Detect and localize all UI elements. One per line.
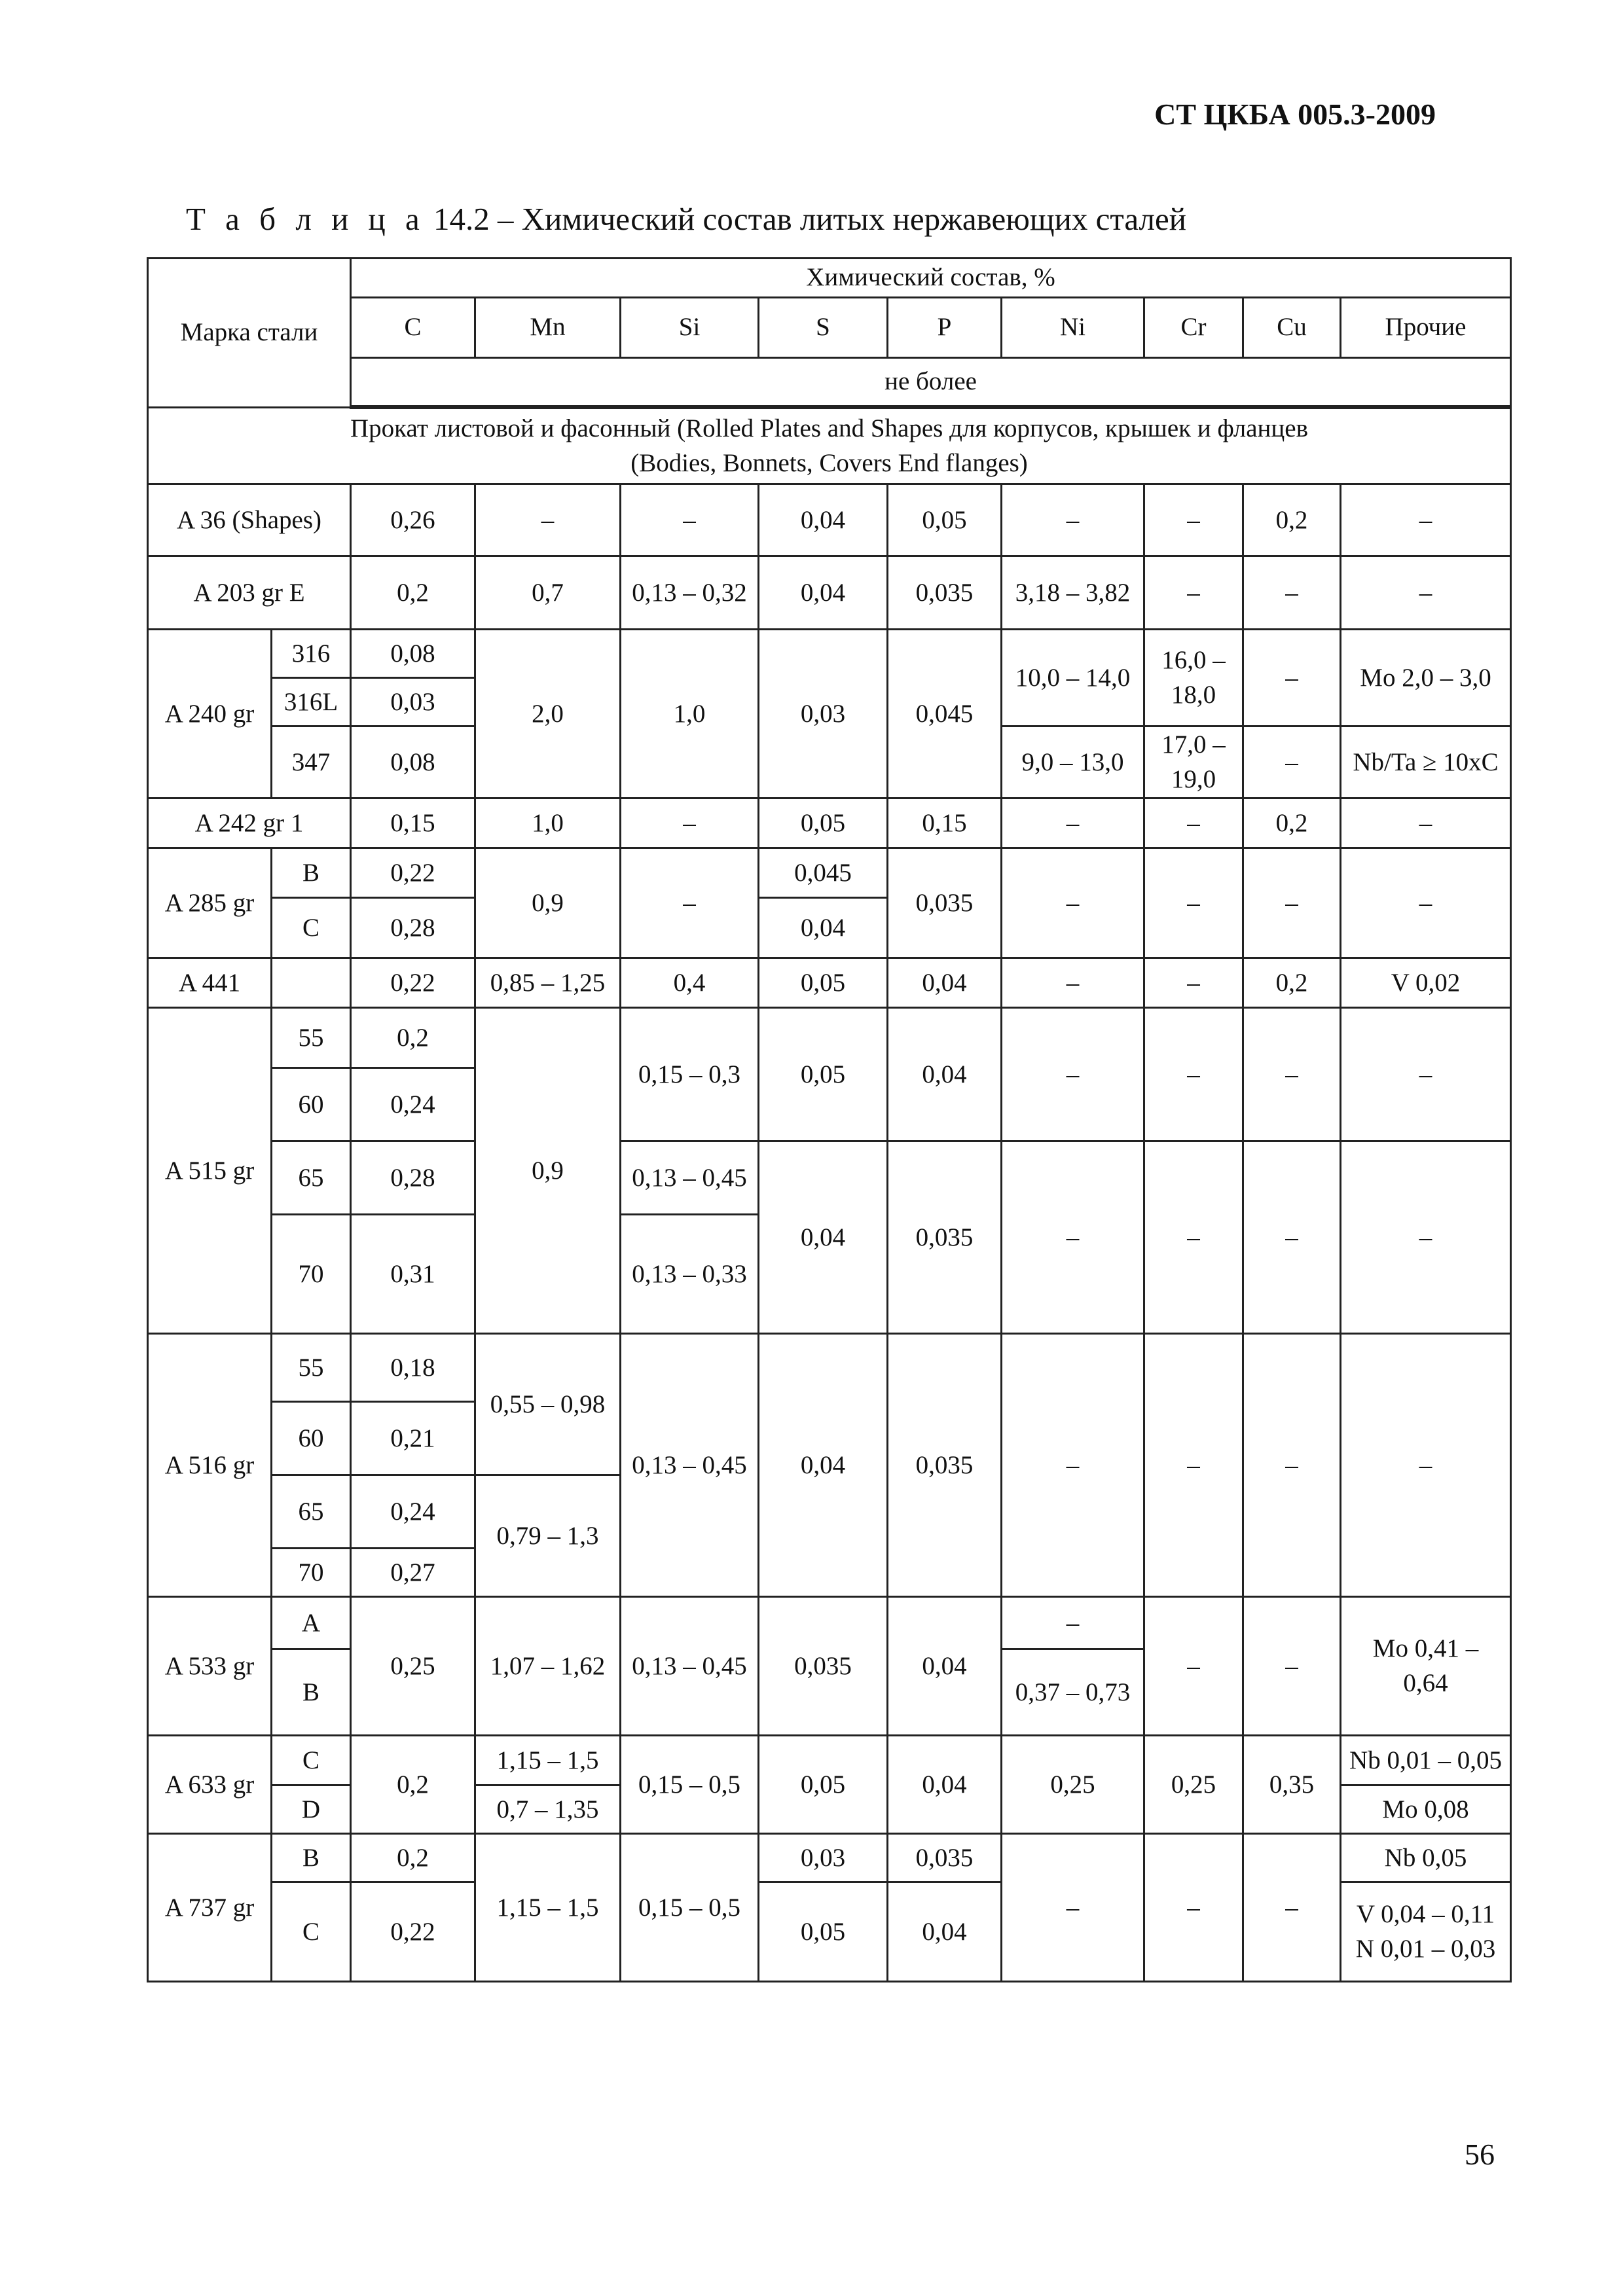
p-cell: 0,035 xyxy=(888,556,1002,630)
cr-cell: – xyxy=(1144,484,1243,556)
ni-cell: – xyxy=(1002,958,1144,1008)
s-cell: 0,045 xyxy=(759,848,888,898)
cu-cell: – xyxy=(1243,1597,1341,1736)
ni-cell: 10,0 – 14,0 xyxy=(1002,630,1144,726)
cu-cell: 0,2 xyxy=(1243,798,1341,848)
mn-cell: 1,15 – 1,5 xyxy=(475,1736,621,1785)
si-cell: 0,13 – 0,32 xyxy=(621,556,759,630)
si-cell: 0,4 xyxy=(621,958,759,1008)
ni-cell: – xyxy=(1002,1141,1144,1334)
ni-cell: – xyxy=(1002,1008,1144,1141)
col-ni: Ni xyxy=(1002,297,1144,357)
si-cell: 0,13 – 0,33 xyxy=(621,1215,759,1334)
subgrade-cell: B xyxy=(272,1834,351,1882)
si-cell: 0,13 – 0,45 xyxy=(621,1334,759,1597)
c-cell: 0,15 xyxy=(351,798,475,848)
p-cell: 0,035 xyxy=(888,1141,1002,1334)
c-cell: 0,03 xyxy=(351,678,475,726)
col-mn: Mn xyxy=(475,297,621,357)
ni-cell: – xyxy=(1002,1597,1144,1649)
other-cell: V 0,02 xyxy=(1341,958,1511,1008)
ni-cell: 3,18 – 3,82 xyxy=(1002,556,1144,630)
s-cell: 0,05 xyxy=(759,1008,888,1141)
grade-cell: A 441 xyxy=(148,958,272,1008)
cr-cell: – xyxy=(1144,1008,1243,1141)
mn-cell: 0,7 – 1,35 xyxy=(475,1785,621,1834)
grade-cell: A 240 gr xyxy=(148,630,272,798)
s-cell: 0,03 xyxy=(759,1834,888,1882)
cr-cell: 17,0 – 19,0 xyxy=(1144,726,1243,798)
ni-cell: – xyxy=(1002,1834,1144,1982)
table-row xyxy=(148,630,1511,678)
page-number: 56 xyxy=(1465,2138,1495,2171)
col-si: Si xyxy=(621,297,759,357)
other-cell: – xyxy=(1341,1334,1511,1597)
header-row xyxy=(148,259,1511,298)
subgrade-cell: B xyxy=(272,848,351,898)
other-cell: – xyxy=(1341,798,1511,848)
c-cell: 0,25 xyxy=(351,1597,475,1736)
c-cell: 0,2 xyxy=(351,1008,475,1068)
cu-cell: – xyxy=(1243,556,1341,630)
c-cell: 0,24 xyxy=(351,1068,475,1141)
other-cell: – xyxy=(1341,1008,1511,1141)
cr-cell: 16,0 – 18,0 xyxy=(1144,630,1243,726)
cr-cell: 0,25 xyxy=(1144,1736,1243,1834)
table-row xyxy=(148,1736,1511,1785)
mn-cell: 0,55 – 0,98 xyxy=(475,1334,621,1475)
s-cell: 0,04 xyxy=(759,898,888,958)
other-cell: – xyxy=(1341,484,1511,556)
subgrade-cell: A xyxy=(272,1597,351,1649)
cr-cell: – xyxy=(1144,798,1243,848)
c-cell: 0,2 xyxy=(351,1834,475,1882)
p-cell: 0,04 xyxy=(888,1736,1002,1834)
mn-cell: 0,9 xyxy=(475,848,621,958)
grade-cell: A 36 (Shapes) xyxy=(148,484,351,556)
p-cell: 0,035 xyxy=(888,1334,1002,1597)
other-cell: – xyxy=(1341,848,1511,958)
cr-cell: – xyxy=(1144,1334,1243,1597)
cu-cell: – xyxy=(1243,630,1341,726)
cu-cell: – xyxy=(1243,848,1341,958)
subgrade-cell: C xyxy=(272,1882,351,1982)
c-cell: 0,08 xyxy=(351,726,475,798)
cr-cell: – xyxy=(1144,958,1243,1008)
p-cell: 0,05 xyxy=(888,484,1002,556)
table-row xyxy=(148,1834,1511,1882)
table-row xyxy=(148,1008,1511,1068)
p-cell: 0,04 xyxy=(888,1008,1002,1141)
ni-cell: – xyxy=(1002,484,1144,556)
c-cell: 0,28 xyxy=(351,898,475,958)
subgrade-cell: 70 xyxy=(272,1215,351,1334)
subgrade-cell: 55 xyxy=(272,1334,351,1402)
c-cell: 0,27 xyxy=(351,1549,475,1597)
cu-cell: – xyxy=(1243,726,1341,798)
other-cell: – xyxy=(1341,556,1511,630)
col-cr: Cr xyxy=(1144,297,1243,357)
c-cell: 0,24 xyxy=(351,1475,475,1549)
subgrade-cell: C xyxy=(272,898,351,958)
table-row xyxy=(148,848,1511,898)
s-cell: 0,035 xyxy=(759,1597,888,1736)
grade-cell: A 285 gr xyxy=(148,848,272,958)
si-cell: 1,0 xyxy=(621,630,759,798)
c-cell: 0,22 xyxy=(351,848,475,898)
mn-cell: 0,85 – 1,25 xyxy=(475,958,621,1008)
cu-cell: 0,35 xyxy=(1243,1736,1341,1834)
other-cell: Nb 0,05 xyxy=(1341,1834,1511,1882)
col-s: S xyxy=(759,297,888,357)
si-cell: 0,15 – 0,3 xyxy=(621,1008,759,1141)
cu-cell: 0,2 xyxy=(1243,484,1341,556)
ni-cell: 9,0 – 13,0 xyxy=(1002,726,1144,798)
subgrade-cell: 55 xyxy=(272,1008,351,1068)
mn-cell: 0,79 – 1,3 xyxy=(475,1475,621,1597)
col-p: P xyxy=(888,297,1002,357)
subgrade-cell: B xyxy=(272,1649,351,1736)
si-cell: – xyxy=(621,848,759,958)
other-cell: Nb/Ta ≥ 10xC xyxy=(1341,726,1511,798)
table-row xyxy=(148,1141,1511,1215)
limit-note-row xyxy=(148,357,1511,407)
cr-cell: – xyxy=(1144,848,1243,958)
c-cell: 0,22 xyxy=(351,958,475,1008)
c-cell: 0,26 xyxy=(351,484,475,556)
table-row xyxy=(148,798,1511,848)
caption-text: 14.2 – Химический состав литых нержавеющих сталей xyxy=(425,201,1186,237)
p-cell: 0,15 xyxy=(888,798,1002,848)
composition-header: Химический состав, % xyxy=(351,259,1511,298)
grade-cell: A 242 gr 1 xyxy=(148,798,351,848)
other-cell: Nb 0,01 – 0,05 xyxy=(1341,1736,1511,1785)
mn-cell: 0,9 xyxy=(475,1008,621,1334)
grade-cell: A 203 gr E xyxy=(148,556,351,630)
chemical-composition-table xyxy=(147,257,1512,1982)
cu-cell: – xyxy=(1243,1334,1341,1597)
si-cell: 0,15 – 0,5 xyxy=(621,1834,759,1982)
table-row xyxy=(148,1334,1511,1402)
ni-cell: – xyxy=(1002,798,1144,848)
mn-cell: – xyxy=(475,484,621,556)
cr-cell: – xyxy=(1144,1834,1243,1982)
c-cell: 0,2 xyxy=(351,556,475,630)
s-cell: 0,05 xyxy=(759,798,888,848)
c-cell: 0,08 xyxy=(351,630,475,678)
col-other: Прочие xyxy=(1341,297,1511,357)
cr-cell: – xyxy=(1144,1141,1243,1334)
ni-cell: – xyxy=(1002,1334,1144,1597)
c-cell: 0,28 xyxy=(351,1141,475,1215)
element-header-row xyxy=(148,297,1511,357)
cu-cell: – xyxy=(1243,1141,1341,1334)
table-row xyxy=(148,484,1511,556)
s-cell: 0,04 xyxy=(759,1141,888,1334)
cu-cell: – xyxy=(1243,1008,1341,1141)
grade-cell: A 515 gr xyxy=(148,1008,272,1334)
s-cell: 0,05 xyxy=(759,958,888,1008)
subgrade-cell: C xyxy=(272,1736,351,1785)
subgrade-cell: 347 xyxy=(272,726,351,798)
section-row xyxy=(148,407,1511,484)
s-cell: 0,05 xyxy=(759,1882,888,1982)
other-line: N 0,01 – 0,03 xyxy=(1355,1934,1496,1963)
p-cell: 0,04 xyxy=(888,1882,1002,1982)
p-cell: 0,045 xyxy=(888,630,1002,798)
other-cell: Mo 2,0 – 3,0 xyxy=(1341,630,1511,726)
c-cell: 0,31 xyxy=(351,1215,475,1334)
col-c: C xyxy=(351,297,475,357)
c-cell: 0,2 xyxy=(351,1736,475,1834)
subgrade-cell: 70 xyxy=(272,1549,351,1597)
document-code: СТ ЦКБА 005.3-2009 xyxy=(1154,98,1436,131)
table-row xyxy=(148,556,1511,630)
mn-cell: 0,7 xyxy=(475,556,621,630)
s-cell: 0,04 xyxy=(759,556,888,630)
other-line: V 0,04 – 0,11 xyxy=(1356,1900,1495,1929)
other-cell: – xyxy=(1341,1141,1511,1334)
ni-cell: – xyxy=(1002,848,1144,958)
table-caption xyxy=(186,200,1186,238)
grade-header: Марка стали xyxy=(148,259,351,408)
c-cell: 0,22 xyxy=(351,1882,475,1982)
si-cell: 0,15 – 0,5 xyxy=(621,1736,759,1834)
subgrade-cell: 65 xyxy=(272,1141,351,1215)
p-cell: 0,04 xyxy=(888,958,1002,1008)
table-row xyxy=(148,1597,1511,1649)
c-cell: 0,21 xyxy=(351,1402,475,1475)
col-cu: Cu xyxy=(1243,297,1341,357)
si-cell: 0,13 – 0,45 xyxy=(621,1141,759,1215)
cr-cell: – xyxy=(1144,1597,1243,1736)
mn-cell: 1,15 – 1,5 xyxy=(475,1834,621,1982)
mn-cell: 1,0 xyxy=(475,798,621,848)
grade-cell: A 737 gr xyxy=(148,1834,272,1982)
si-cell: 0,13 – 0,45 xyxy=(621,1597,759,1736)
s-cell: 0,04 xyxy=(759,484,888,556)
cu-cell: 0,2 xyxy=(1243,958,1341,1008)
subgrade-cell: 316 xyxy=(272,630,351,678)
c-cell: 0,18 xyxy=(351,1334,475,1402)
table-row xyxy=(148,958,1511,1008)
grade-cell: A 633 gr xyxy=(148,1736,272,1834)
subgrade-cell: 60 xyxy=(272,1402,351,1475)
grade-cell: A 533 gr xyxy=(148,1597,272,1736)
other-cell xyxy=(1341,1882,1511,1982)
section-title: Прокат листовой и фасонный (Rolled Plates and Shapes для корпусов, крышек и фланцев (Bodies, Bonnets, Covers End flanges) xyxy=(148,407,1511,484)
p-cell: 0,035 xyxy=(888,1834,1002,1882)
subgrade-cell: 65 xyxy=(272,1475,351,1549)
ni-cell: 0,25 xyxy=(1002,1736,1144,1834)
other-cell: Mo 0,08 xyxy=(1341,1785,1511,1834)
mn-cell: 2,0 xyxy=(475,630,621,798)
grade-cell: A 516 gr xyxy=(148,1334,272,1597)
p-cell: 0,035 xyxy=(888,848,1002,958)
caption-prefix: Т а б л и ц а xyxy=(186,201,426,237)
subgrade-cell xyxy=(272,958,351,1008)
si-cell: – xyxy=(621,484,759,556)
p-cell: 0,04 xyxy=(888,1597,1002,1736)
subgrade-cell: 316L xyxy=(272,678,351,726)
s-cell: 0,03 xyxy=(759,630,888,798)
cr-cell: – xyxy=(1144,556,1243,630)
subgrade-cell: 60 xyxy=(272,1068,351,1141)
subgrade-cell: D xyxy=(272,1785,351,1834)
ni-cell: 0,37 – 0,73 xyxy=(1002,1649,1144,1736)
mn-cell: 1,07 – 1,62 xyxy=(475,1597,621,1736)
s-cell: 0,04 xyxy=(759,1334,888,1597)
si-cell: – xyxy=(621,798,759,848)
limit-note: не более xyxy=(351,357,1511,407)
cu-cell: – xyxy=(1243,1834,1341,1982)
s-cell: 0,05 xyxy=(759,1736,888,1834)
other-cell: Mo 0,41 – 0,64 xyxy=(1341,1597,1511,1736)
